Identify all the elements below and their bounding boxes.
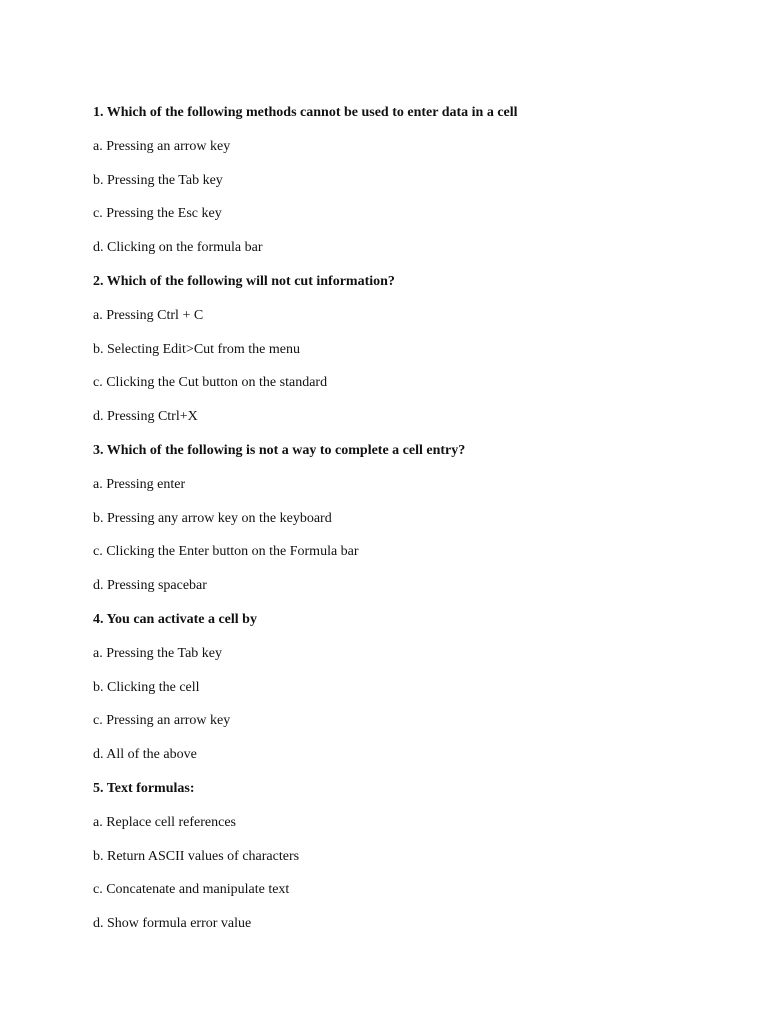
question-block-2 xyxy=(93,273,733,442)
question-block-4 xyxy=(93,611,733,780)
question-2-option-b: b. Selecting Edit>Cut from the menu xyxy=(93,341,300,357)
question-1-option-d: d. Clicking on the formula bar xyxy=(93,240,263,256)
question-2-option-c: c. Clicking the Cut button on the standard xyxy=(93,375,328,391)
question-2-option-d: d. Pressing Ctrl+X xyxy=(93,409,198,425)
question-3-option-d: d. Pressing spacebar xyxy=(93,578,207,594)
question-2-text: 2. Which of the following will not cut information? xyxy=(93,273,395,289)
question-2-option-a: a. Pressing Ctrl + C xyxy=(93,307,204,323)
question-3-option-b: b. Pressing any arrow key on the keyboard xyxy=(93,510,332,526)
question-5-option-d: d. Show formula error value xyxy=(93,916,252,932)
question-1-option-c: c. Pressing the Esc key xyxy=(93,206,222,222)
question-1-text: 1. Which of the following methods cannot be used to enter data in a cell xyxy=(93,105,518,120)
question-1-option-a: a. Pressing an arrow key xyxy=(93,138,231,154)
question-5-option-a: a. Replace cell references xyxy=(93,814,237,830)
question-3-option-c: c. Clicking the Enter button on the Formula bar xyxy=(93,544,359,560)
question-3-text: 3. Which of the following is not a way to complete a cell entry? xyxy=(93,442,466,458)
question-block-3 xyxy=(93,442,733,611)
question-5-text: 5. Text formulas: xyxy=(93,780,195,796)
question-1-option-b: b. Pressing the Tab key xyxy=(93,172,223,188)
question-block-1 xyxy=(93,104,733,273)
question-3-option-a: a. Pressing enter xyxy=(93,476,186,492)
question-5-option-b: b. Return ASCII values of characters xyxy=(93,848,300,864)
document-page xyxy=(93,104,733,949)
question-block-5 xyxy=(93,780,733,949)
question-4-option-b: b. Clicking the cell xyxy=(93,679,200,695)
question-4-option-c: c. Pressing an arrow key xyxy=(93,713,231,729)
question-5-option-c: c. Concatenate and manipulate text xyxy=(93,882,290,898)
question-4-text: 4. You can activate a cell by xyxy=(93,611,257,627)
question-4-option-a: a. Pressing the Tab key xyxy=(93,645,223,661)
question-4-option-d: d. All of the above xyxy=(93,747,197,763)
